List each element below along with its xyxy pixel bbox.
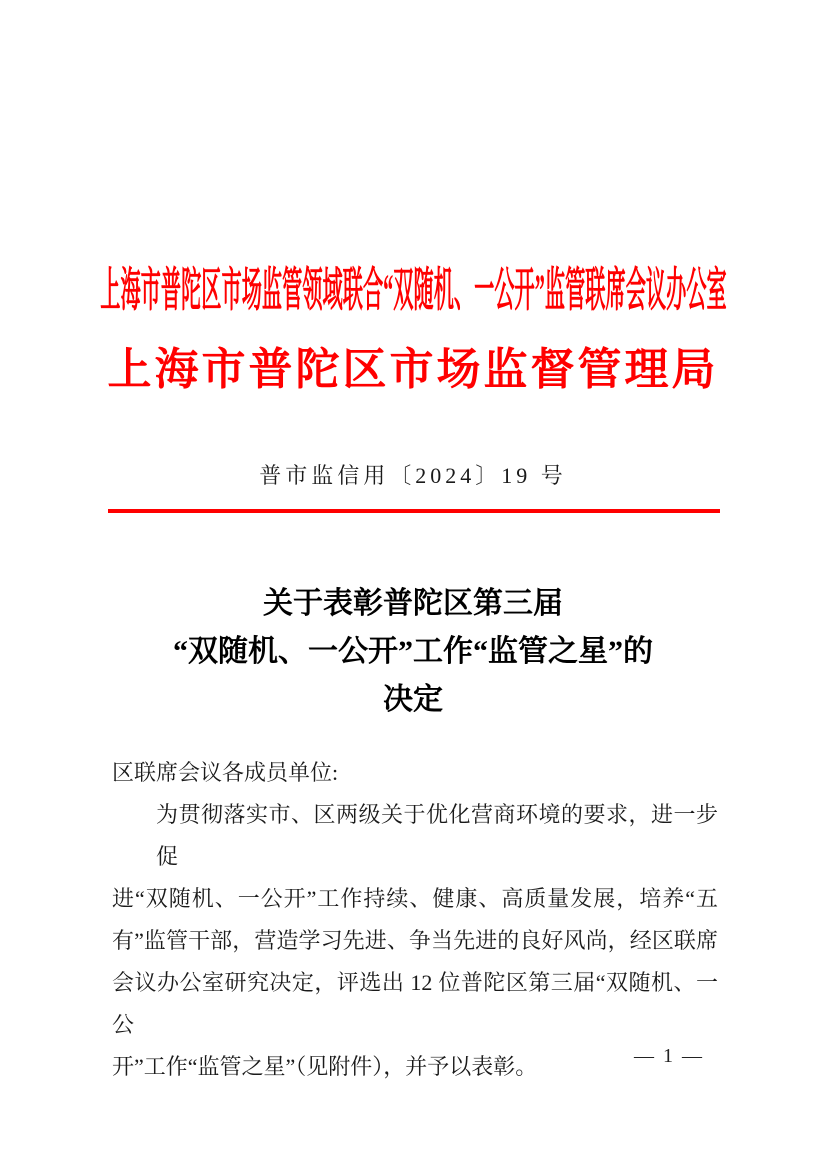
title-line-2: “双随机、一公开”工作“监管之星”的	[173, 635, 653, 668]
title-line-1: 关于表彰普陀区第三届	[263, 587, 563, 620]
page-number: — 1 —	[634, 1045, 704, 1067]
body-line: 有”监管干部，营造学习先进、争当先进的良好风尚，经区联席	[112, 928, 718, 953]
document-number: 普市监信用〔2024〕19 号	[259, 463, 567, 488]
document-body	[112, 752, 718, 1088]
body-line: 进“双随机、一公开”工作持续、健康、高质量发展，培养“五	[112, 886, 718, 911]
issuing-org-joint-office: 上海市普陀区市场监管领域联合“双随机、一公开”监管联席会议办公室	[99, 265, 727, 317]
document-title	[0, 580, 826, 724]
issuing-org-bureau: 上海市普陀区市场监督管理局	[107, 345, 719, 394]
body-salutation: 区联席会议各成员单位:	[112, 760, 339, 785]
letterhead	[0, 264, 826, 318]
body-line: 开”工作“监管之星”（见附件），并予以表彰。	[112, 1054, 538, 1079]
title-line-3: 决定	[383, 683, 443, 716]
body-line: 为贯彻落实市、区两级关于优化营商环境的要求，进一步促	[156, 802, 718, 869]
red-divider-line	[108, 509, 720, 513]
body-line: 会议办公室研究决定，评选出 12 位普陀区第三届“双随机、一公	[112, 970, 718, 1037]
